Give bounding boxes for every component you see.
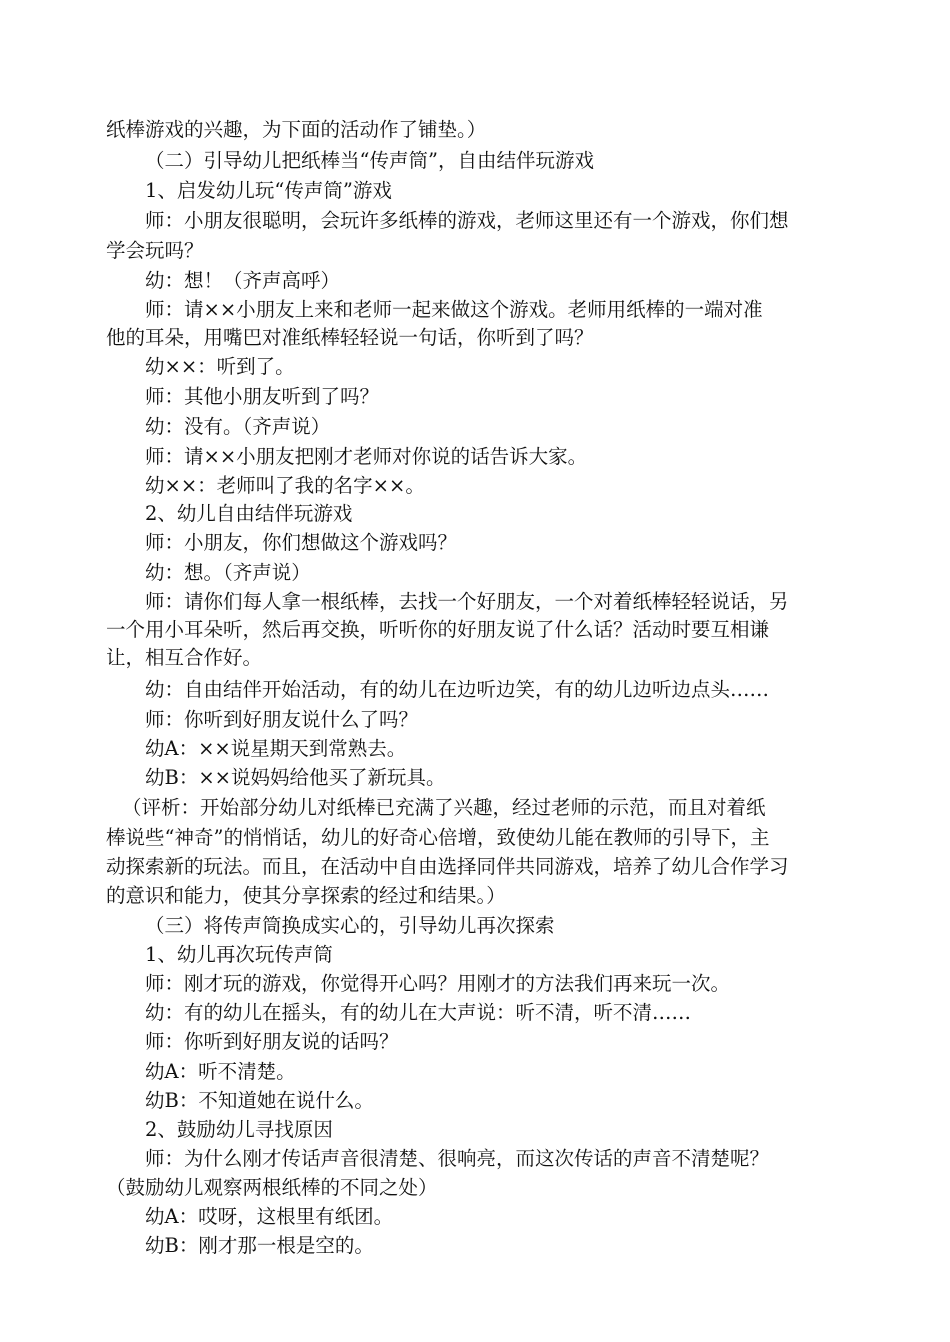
subsection-heading: 2、鼓励幼儿寻找原因 <box>145 1118 333 1141</box>
text-line: 让，相互合作好。 <box>106 646 263 669</box>
subsection-heading: 1、幼儿再次玩传声筒 <box>145 943 333 966</box>
text-line: 师：小朋友，你们想做这个游戏吗？ <box>145 531 458 554</box>
section-heading: （二）引导幼儿把纸棒当“传声筒”，自由结伴玩游戏 <box>145 149 594 172</box>
text-line: 师：请××小朋友把刚才老师对你说的话告诉大家。 <box>145 445 588 468</box>
text-line: 他的耳朵，用嘴巴对准纸棒轻轻说一句话，你听到了吗？ <box>106 326 594 349</box>
text-line: 的意识和能力，使其分享探索的经过和结果。） <box>106 884 506 907</box>
text-line: 动探索新的玩法。而且，在活动中自由选择同伴共同游戏，培养了幼儿合作学习 <box>106 855 789 878</box>
text-line: 幼××：老师叫了我的名字××。 <box>145 474 425 497</box>
text-line: 幼A：听不清楚。 <box>145 1060 296 1083</box>
text-line: 师：请××小朋友上来和老师一起来做这个游戏。老师用纸棒的一端对准 <box>145 298 763 321</box>
text-line: 幼：想！（齐声高呼） <box>145 269 341 292</box>
text-line: （评析：开始部分幼儿对纸棒已充满了兴趣，经过老师的示范，而且对着纸 <box>122 796 766 819</box>
text-line: 幼B：不知道她在说什么。 <box>145 1089 374 1112</box>
text-line: 幼B：刚才那一根是空的。 <box>145 1234 374 1257</box>
text-line: 纸棒游戏的兴趣，为下面的活动作了铺垫。） <box>106 118 487 141</box>
subsection-heading: 1、启发幼儿玩“传声筒”游戏 <box>145 179 392 202</box>
text-line: 棒说些“神奇”的悄悄话，幼儿的好奇心倍增，致使幼儿能在教师的引导下，主 <box>106 826 770 849</box>
section-heading: （三）将传声筒换成实心的，引导幼儿再次探索 <box>145 914 555 937</box>
text-line: 师：刚才玩的游戏，你觉得开心吗？用刚才的方法我们再来玩一次。 <box>145 972 731 995</box>
text-line: 师：请你们每人拿一根纸棒，去找一个好朋友，一个对着纸棒轻轻说话，另 <box>145 590 789 613</box>
text-line: 幼：自由结伴开始活动，有的幼儿在边听边笑，有的幼儿边听边点头…… <box>145 678 770 701</box>
text-line: 幼A：××说星期天到常熟去。 <box>145 737 407 760</box>
subsection-heading: 2、幼儿自由结伴玩游戏 <box>145 502 353 525</box>
text-line: 幼××：听到了。 <box>145 355 295 378</box>
text-line: 学会玩吗？ <box>106 239 204 262</box>
text-line: 幼：想。（齐声说） <box>145 561 311 584</box>
text-line: 幼：没有。（齐声说） <box>145 415 331 438</box>
text-line: （鼓励幼儿观察两根纸棒的不同之处） <box>106 1176 438 1199</box>
text-line: 师：为什么刚才传话声音很清楚、很响亮，而这次传话的声音不清楚呢？ <box>145 1147 770 1170</box>
text-line: 一个用小耳朵听，然后再交换，听听你的好朋友说了什么话？活动时要互相谦 <box>106 618 770 641</box>
text-line: 幼B：××说妈妈给他买了新玩具。 <box>145 766 446 789</box>
text-line: 师：你听到好朋友说什么了吗？ <box>145 708 419 731</box>
text-line: 师：其他小朋友听到了吗？ <box>145 385 380 408</box>
text-line: 师：小朋友很聪明，会玩许多纸棒的游戏，老师这里还有一个游戏，你们想 <box>145 209 789 232</box>
text-line: 师：你听到好朋友说的话吗？ <box>145 1030 399 1053</box>
text-line: 幼：有的幼儿在摇头，有的幼儿在大声说：听不清，听不清…… <box>145 1001 692 1024</box>
text-line: 幼A：哎呀，这根里有纸团。 <box>145 1205 394 1228</box>
